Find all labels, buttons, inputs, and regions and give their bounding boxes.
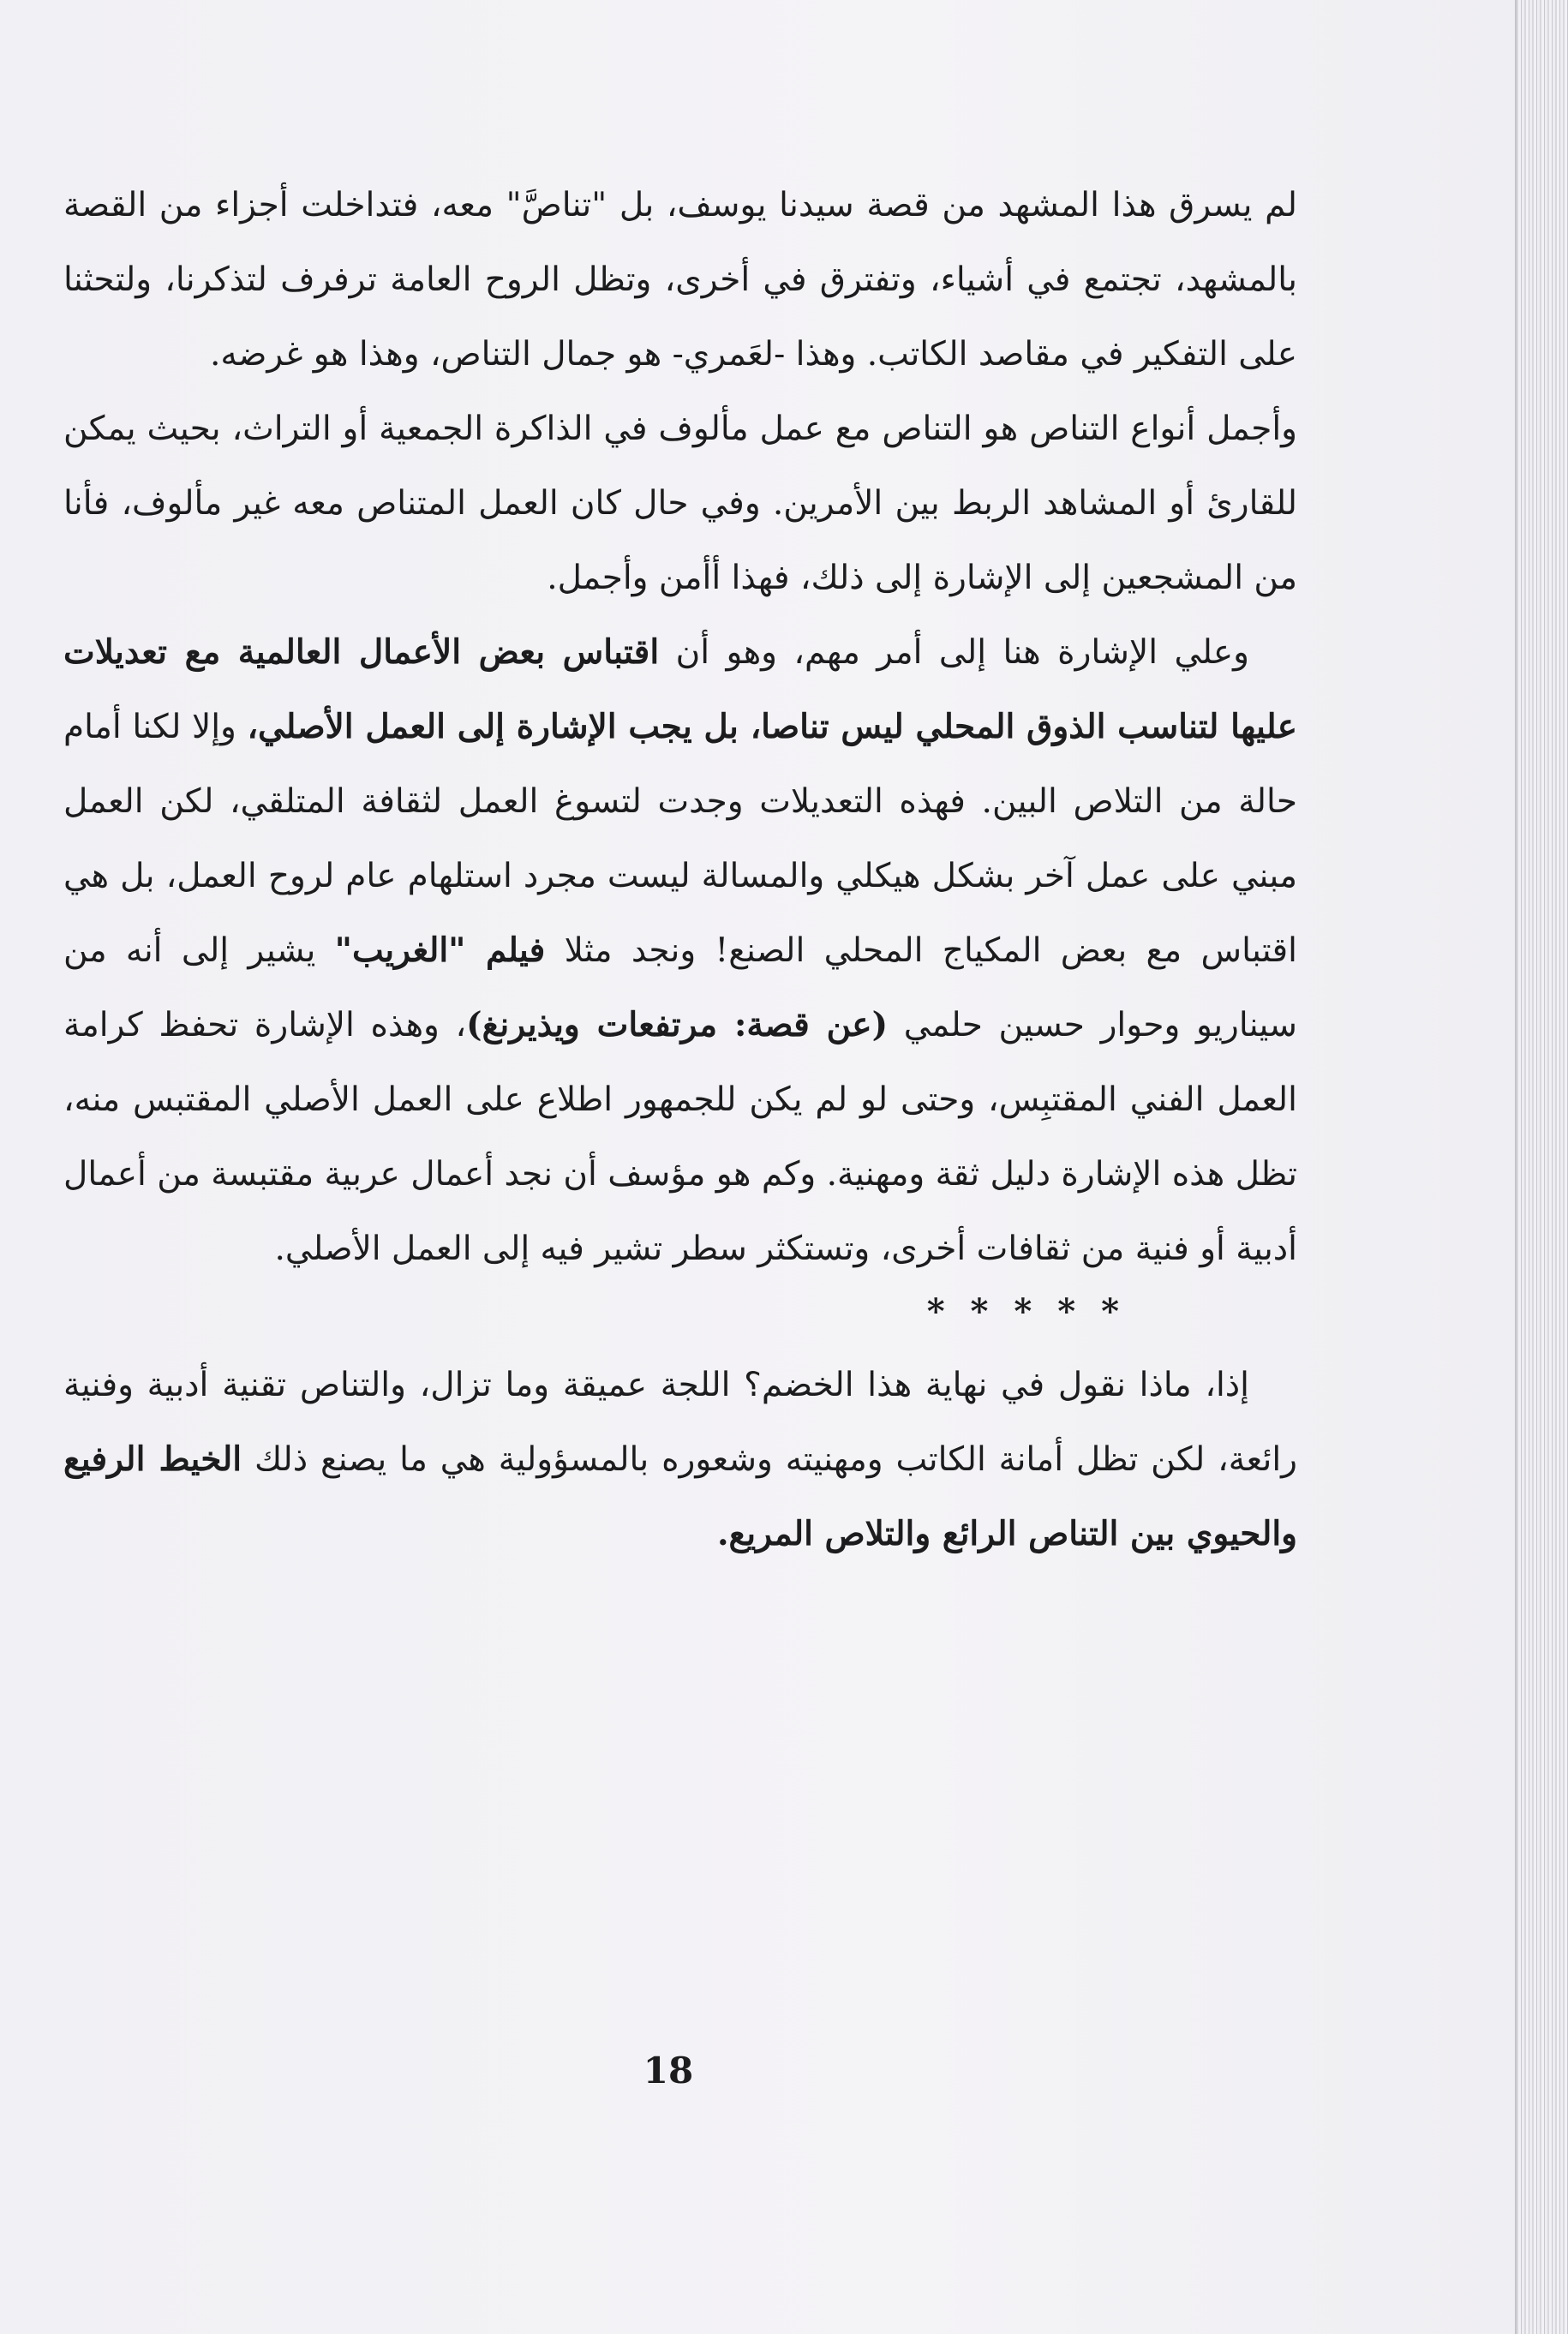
paragraph-3-bold-statement: اقتباس بعض الأعمال العالمية مع تعديلات عليها لتناسب الذوق المحلي ليس تناصا، بل يجب الإشارة إلى العمل الأصلي،: [63, 632, 1297, 746]
page-number: 18: [643, 2050, 694, 2092]
section-separator: * * * * *: [926, 1291, 1126, 1332]
paragraph-2: [63, 392, 1297, 615]
paragraph-3-segment-5: يشير إلى أنه من سيناريو وحوار حسين حلمي: [63, 931, 1297, 1044]
paragraph-4-segment-1: إذا، ماذا نقول في نهاية هذا الخضم؟ اللجة عميقة وما تزال، والتناص تقنية أدبية وفنية رائعة، لكن تظل أمانة الكاتب ومهنيته وشعوره بالمسؤولية هي ما يصنع ذلك: [63, 1366, 1297, 1479]
paragraph-3-source-story: (عن قصة: مرتفعات ويذيرنغ): [466, 1005, 889, 1044]
paragraph-3-film-title: فيلم "الغريب": [334, 931, 546, 970]
paragraph-4-bold-conclusion: الخيط الرفيع والحيوي بين التناص الرائع والتلاص المريع.: [63, 1439, 1297, 1553]
paragraph-3-segment-3: وإلا لكنا أمام حالة من التلاص البين. فهذه التعديلات وجدت لتسوغ العمل لثقافة المتلقي، لكن العمل مبني على عمل آخر بشكل هيكلي والمسالة ليست مجرد استلهام عام لروح العمل، بل هي اقتباس مع بعض المكياج المحلي الصنع! ونجد مثلا: [63, 708, 1298, 970]
page-body: [63, 168, 1297, 1571]
paragraph-3-segment-1: وعلي الإشارة هنا إلى أمر مهم، وهو أن: [659, 633, 1249, 672]
page-edges: [1515, 0, 1568, 2334]
paragraph-1: [63, 168, 1297, 392]
paragraph-3: [63, 615, 1297, 1286]
paragraph-3-segment-7: ، وهذه الإشارة تحفظ كرامة العمل الفني المقتبِس، وحتى لو لم يكن للجمهور اطلاع على العمل الأصلي المقتبس منه، تظل هذه الإشارة دليل ثقة ومهنية. وكم هو مؤسف أن نجد أعمال عربية مقتبسة من أعمال أدبية أو فنية من ثقافات أخرى، وتستكثر سطر تشير فيه إلى العمل الأصلي.: [63, 1006, 1297, 1268]
paragraph-4: [63, 1348, 1297, 1571]
paragraph-1-text: لم يسرق هذا المشهد من قصة سيدنا يوسف، بل "تناصَّ" معه، فتداخلت أجزاء من القصة بالمشهد، تجتمع في أشياء، وتفترق في أخرى، وتظل الروح العامة ترفرف لتذكرنا، ولتحثنا على التفكير في مقاصد الكاتب. وهذا -لعَمري- هو جمال التناص، وهذا هو غرضه.: [63, 186, 1297, 374]
paragraph-2-text: وأجمل أنواع التناص هو التناص مع عمل مألوف في الذاكرة الجمعية أو التراث، بحيث يمكن للقارئ أو المشاهد الربط بين الأمرين. وفي حال كان العمل المتناص معه غير مألوف، فأنا من المشجعين إلى الإشارة إلى ذلك، فهذا أأمن وأجمل.: [63, 410, 1297, 597]
